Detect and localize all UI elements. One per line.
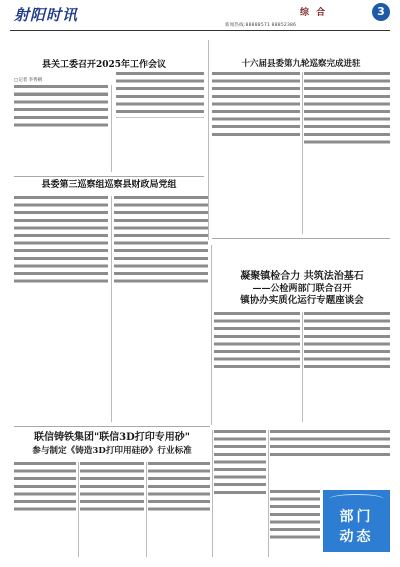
article-5-title-row-2: 参与制定《铸造3D打印用硅砂》行业标准 [32,446,192,456]
article-5-col-2 [80,462,144,557]
section-divider [212,238,390,239]
article-4-col-3 [214,430,266,557]
article-2-headline: 十六届县委第九轮巡察完成进驻 [241,59,361,69]
article-2-body [212,72,300,140]
article-4-body [214,312,300,373]
article-1-body [14,85,108,93]
column-divider [302,72,303,234]
article-5-body [148,462,210,515]
article-1-col-2 [116,72,204,172]
article-2-col-2 [304,72,390,234]
column-divider [211,245,212,425]
department-news-banner [323,490,390,552]
column-divider [111,196,112,422]
article-3-body [114,196,208,287]
column-divider [302,312,303,422]
wave-decoration-icon [329,494,384,504]
article-5-title-row-1: 联信铸铁集团"联信3D打印专用砂" [33,432,191,443]
article-1-col-1 [14,85,108,172]
article-4-body [304,312,390,373]
article-2-col-1 [212,72,300,234]
article-1-byline: □记者 李秀朝 [14,78,43,83]
article-4-col-1 [214,312,300,422]
section-divider [14,176,204,177]
article-4-title-row-1: 凝聚镇检合力 共筑法治基石 [240,271,364,282]
article-5-body [80,462,144,515]
article-1-body [14,93,108,131]
article-3-body [14,196,108,287]
page-header [0,0,400,30]
article-5-body [14,462,76,515]
article-3-col-1 [14,196,108,422]
article-4-body [270,430,390,460]
column-divider [268,430,269,557]
header-divider [10,30,390,31]
article-4-col-2 [304,312,390,422]
page-number-badge: 3 [372,3,390,21]
article-4-body [270,490,320,543]
article-3-col-2 [114,196,208,422]
edition-line: 新闻热线:88888571 88852386 [225,23,297,28]
article-3-headline: 县委第三巡察组巡察县财政局党组 [41,180,177,190]
column-divider [208,40,209,240]
article-4-col-4 [270,430,390,488]
article-4-headline [214,270,390,307]
article-5-col-1 [14,462,76,557]
column-divider [78,462,79,557]
banner-line-1: 部门 [339,509,374,525]
section-label: 综 合 [300,8,328,18]
article-2-body [304,72,390,148]
article-5-col-3 [148,462,210,557]
article-4-title-row-2: ——公检两部门联合召开 [252,284,352,294]
column-divider [146,462,147,557]
article-1-headline: 县关工委召开2025年工作会议 [41,60,167,70]
section-divider [14,426,210,427]
article-4-body [214,430,266,498]
banner-line-2: 动态 [339,529,374,545]
article-1-body [116,72,204,118]
article-4-title-row-3: 镇协办实质化运行专题座谈会 [240,295,364,306]
article-4-col-5 [270,490,320,557]
article-5-headline [14,431,210,458]
column-divider [212,430,213,557]
masthead-logo: 射阳时讯 [14,6,79,24]
column-divider [111,85,112,172]
